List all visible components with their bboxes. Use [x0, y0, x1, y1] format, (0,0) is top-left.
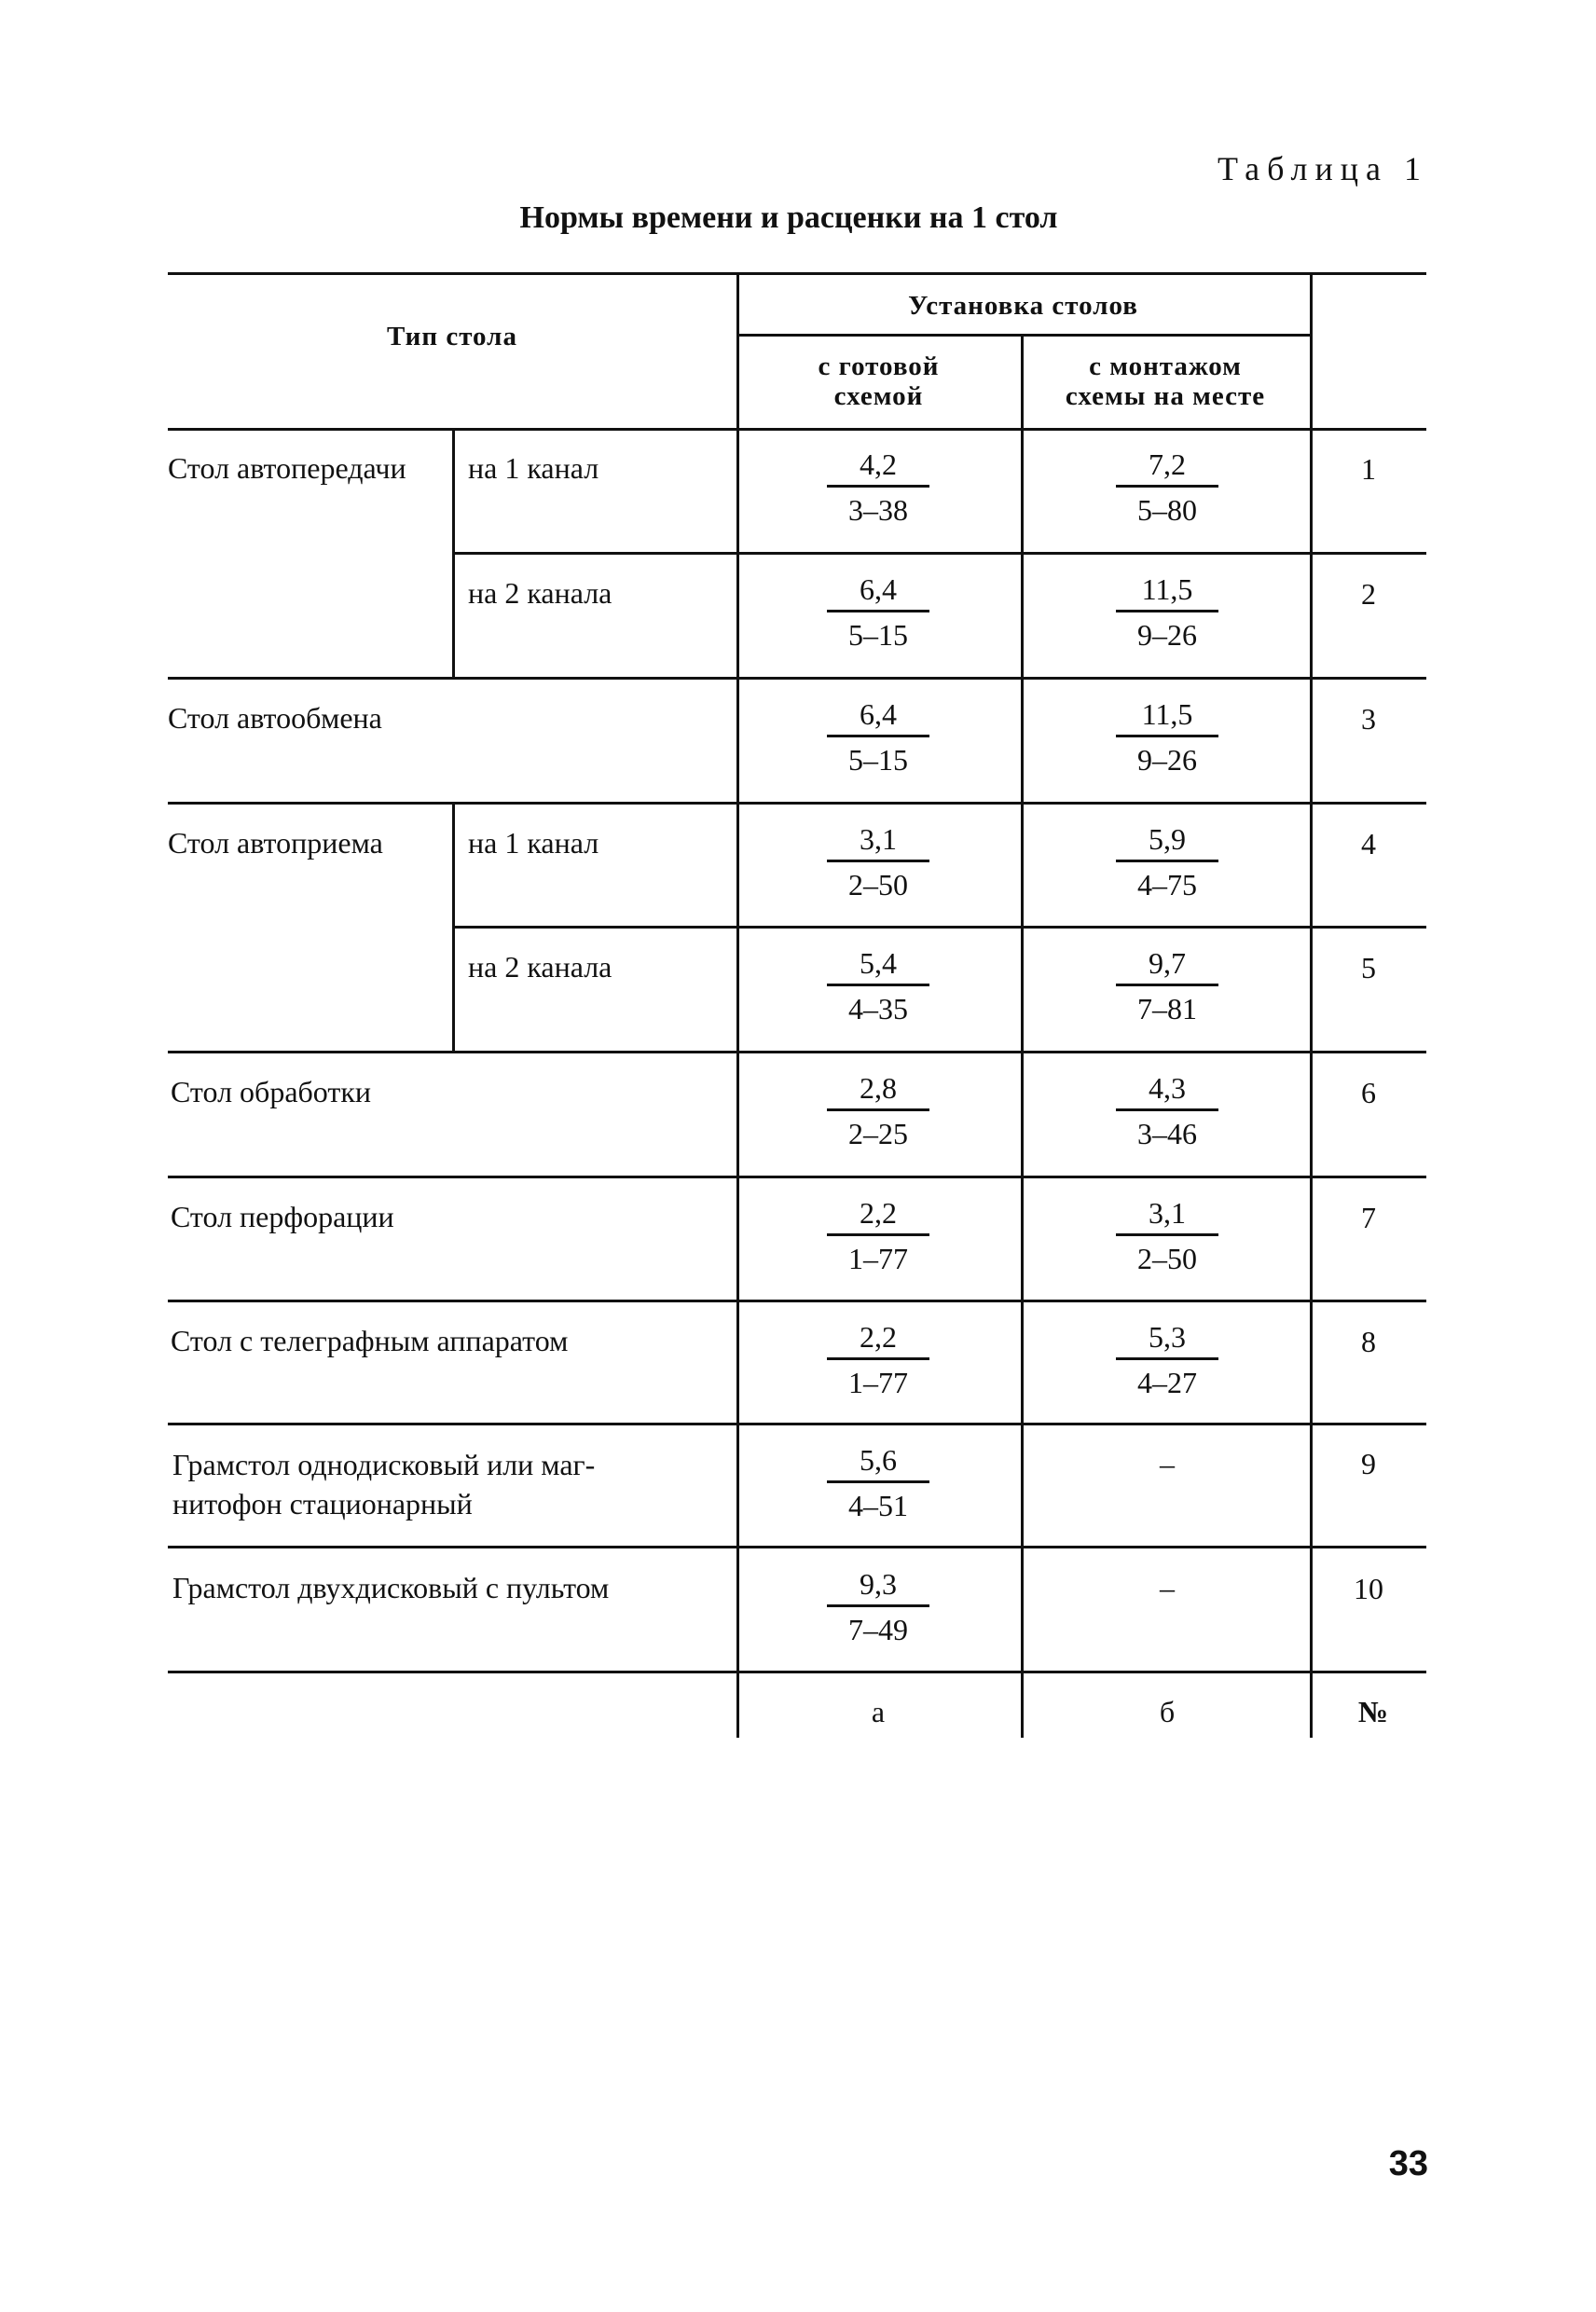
value-col-a — [827, 1194, 929, 1275]
subtype-divider — [452, 428, 455, 677]
empty-value-dash: – — [1160, 1447, 1175, 1480]
empty-value-dash: – — [1160, 1571, 1175, 1604]
row-type-line1: Грамстол однодисковый или маг- — [172, 1448, 596, 1481]
col-divider-no — [1310, 272, 1313, 1738]
rate: 4–35 — [848, 992, 908, 1025]
row-number: 1 — [1361, 452, 1376, 486]
rate: 4–75 — [1137, 868, 1197, 901]
table-top-rule — [168, 272, 1426, 275]
value-col-b — [1116, 1069, 1218, 1150]
row-rule — [168, 1176, 1426, 1178]
header-col-b — [1021, 351, 1310, 411]
row-rule — [168, 1546, 1426, 1548]
norm-time: 4,2 — [827, 446, 929, 488]
rate: 3–38 — [848, 493, 908, 527]
row-rule — [168, 1051, 1426, 1053]
rate: 9–26 — [1137, 618, 1197, 652]
row-rule — [452, 926, 1426, 929]
header-col-b-line2: схемы на месте — [1065, 381, 1266, 411]
row-number: 4 — [1361, 827, 1376, 860]
subtype-divider — [452, 802, 455, 1051]
row-type: Стол с телеграфным аппаратом — [171, 1324, 569, 1357]
value-col-a — [827, 571, 929, 652]
value-col-a — [827, 820, 929, 901]
row-type: Стол автоприема — [168, 826, 383, 860]
norm-time: 2,2 — [827, 1318, 929, 1360]
norm-time: 5,6 — [827, 1441, 929, 1483]
value-col-a — [827, 695, 929, 777]
header-col-a-line1: с готовой — [818, 351, 940, 381]
rate: 2–50 — [848, 868, 908, 901]
row-subtype: на 2 канала — [468, 576, 612, 610]
rate: 5–80 — [1137, 493, 1197, 527]
rate: 5–15 — [848, 743, 908, 777]
value-col-b — [1116, 571, 1218, 652]
norm-time: 6,4 — [827, 695, 929, 737]
rate: 2–50 — [1137, 1242, 1197, 1275]
value-col-a — [827, 446, 929, 527]
col-divider-b — [1021, 334, 1024, 1738]
row-type: Стол обработки — [171, 1075, 372, 1108]
row-rule — [168, 1423, 1426, 1425]
row-number: 2 — [1361, 577, 1376, 611]
row-number: 10 — [1354, 1572, 1383, 1605]
row-number: 5 — [1361, 951, 1376, 984]
value-col-a — [827, 944, 929, 1025]
row-type: Стол перфорации — [171, 1200, 394, 1233]
row-rule — [168, 677, 1426, 680]
rate: 7–81 — [1137, 992, 1197, 1025]
norm-time: 3,1 — [1116, 1194, 1218, 1236]
norm-time: 5,9 — [1116, 820, 1218, 862]
row-number: 8 — [1361, 1325, 1376, 1358]
rate: 1–77 — [848, 1242, 908, 1275]
row-rule — [168, 1300, 1426, 1302]
column-marker-number: № — [1357, 1695, 1389, 1728]
value-col-a — [827, 1441, 929, 1522]
header-col-b-line1: с монтажом — [1089, 351, 1242, 381]
header-group: Установка столов — [908, 291, 1138, 321]
row-number: 7 — [1361, 1201, 1376, 1234]
norm-time: 3,1 — [827, 820, 929, 862]
rate: 7–49 — [848, 1613, 908, 1646]
table-title: Нормы времени и расценки на 1 стол — [519, 200, 1058, 235]
norm-time: 9,3 — [827, 1565, 929, 1607]
table-bottom-rule — [168, 1671, 1426, 1673]
page-number: 33 — [1388, 2144, 1428, 2183]
rate: 4–51 — [848, 1489, 908, 1522]
value-col-b — [1116, 1194, 1218, 1275]
rate: 4–27 — [1137, 1366, 1197, 1399]
norm-time: 6,4 — [827, 571, 929, 612]
row-type: Грамстол двухдисковый с пультом — [172, 1571, 610, 1604]
rate: 2–25 — [848, 1117, 908, 1150]
row-subtype: на 2 канала — [468, 950, 612, 984]
norm-time: 4,3 — [1116, 1069, 1218, 1111]
value-col-a — [827, 1565, 929, 1646]
norm-time: 11,5 — [1116, 695, 1218, 737]
row-type-line2: нитофон стационарный — [172, 1487, 473, 1521]
row-number: 6 — [1361, 1076, 1376, 1109]
row-type — [172, 1445, 595, 1523]
value-col-b — [1116, 1318, 1218, 1399]
rate: 1–77 — [848, 1366, 908, 1399]
value-col-b — [1116, 944, 1218, 1025]
norm-time: 7,2 — [1116, 446, 1218, 488]
table-label: Таблица 1 — [1218, 150, 1428, 187]
header-col-a-line2: схемой — [833, 381, 924, 411]
norm-time: 9,7 — [1116, 944, 1218, 986]
column-marker-a: а — [871, 1695, 886, 1728]
row-number: 9 — [1361, 1447, 1376, 1480]
header-col-a — [736, 351, 1021, 411]
row-subtype: на 1 канал — [468, 826, 599, 860]
norm-time: 11,5 — [1116, 571, 1218, 612]
header-type-column: Тип стола — [387, 322, 517, 351]
row-rule — [452, 552, 1426, 555]
value-col-a — [827, 1069, 929, 1150]
norm-time: 5,4 — [827, 944, 929, 986]
norm-time: 2,8 — [827, 1069, 929, 1111]
value-col-b — [1116, 446, 1218, 527]
row-rule — [168, 802, 1426, 805]
row-type: Стол автопередачи — [168, 451, 406, 485]
rate: 3–46 — [1137, 1117, 1197, 1150]
row-type: Стол автообмена — [168, 701, 382, 735]
row-number: 3 — [1361, 702, 1376, 736]
norm-time: 2,2 — [827, 1194, 929, 1236]
value-col-b — [1116, 820, 1218, 901]
value-col-a — [827, 1318, 929, 1399]
rate: 9–26 — [1137, 743, 1197, 777]
row-subtype: на 1 канал — [468, 451, 599, 485]
rate: 5–15 — [848, 618, 908, 652]
col-divider-a — [736, 272, 739, 1738]
value-col-b — [1116, 695, 1218, 777]
column-marker-b: б — [1159, 1695, 1176, 1728]
header-bottom-rule — [168, 428, 1426, 431]
norm-time: 5,3 — [1116, 1318, 1218, 1360]
